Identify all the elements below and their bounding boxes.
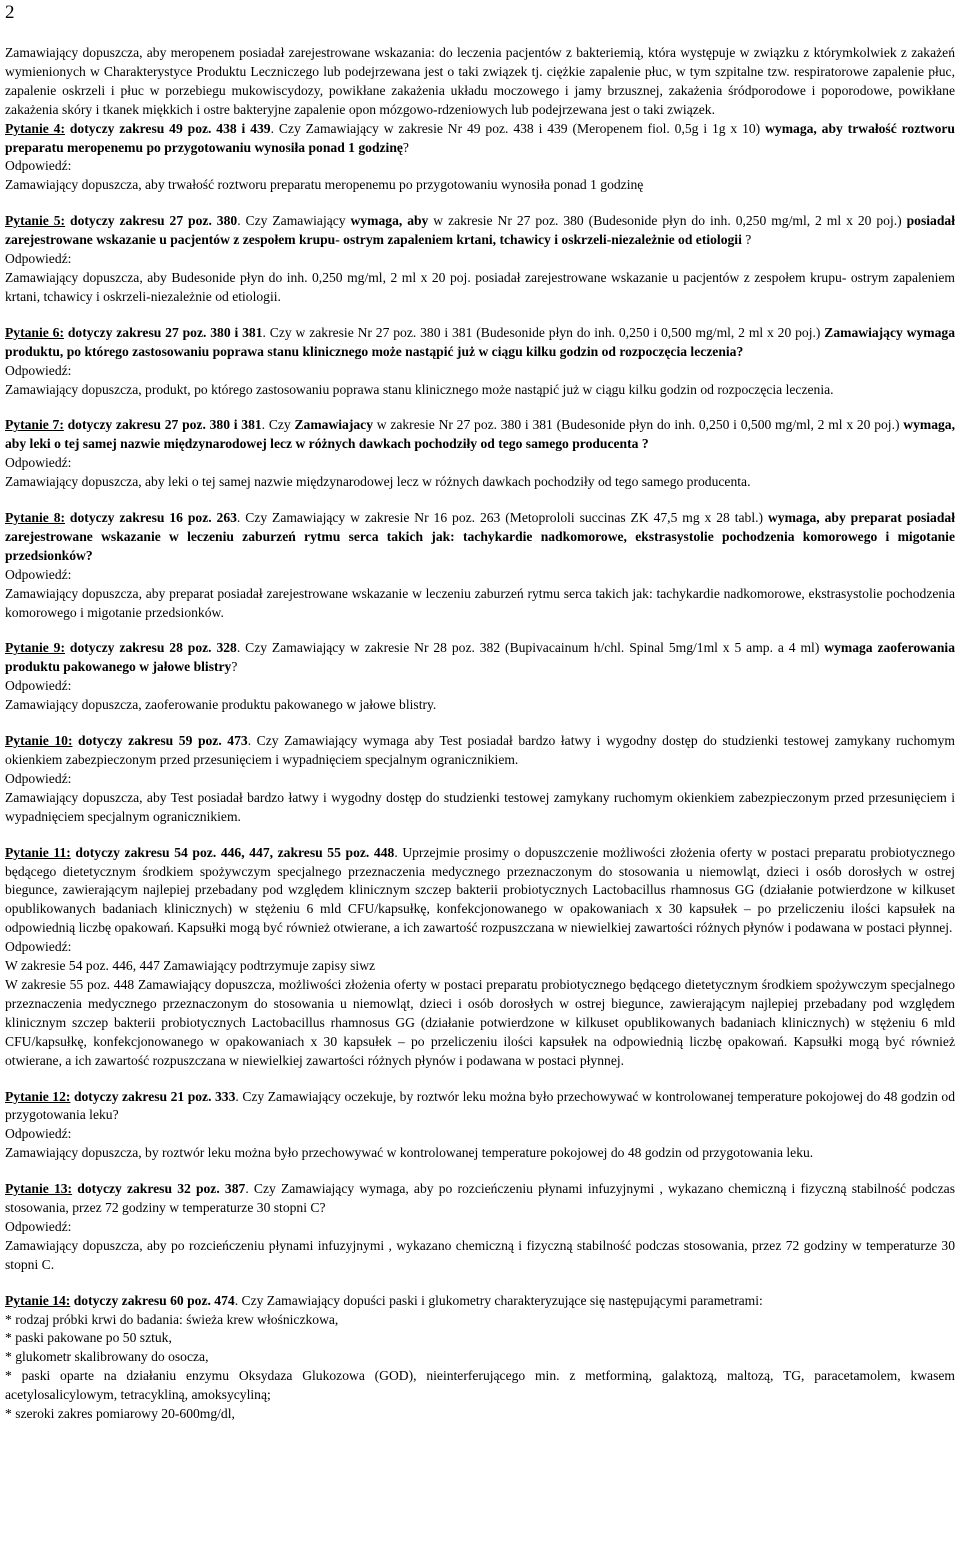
question-block: [5, 1292, 955, 1424]
question-body: . Czy Zamawiający wymaga, aby po rozcieńczeniu płynami infuzyjnymi , wykazano chemiczną i fizyczną stabilność podczas stosowania, przez 72 godziny w temperaturze 30 stopni C?: [5, 1181, 956, 1216]
question-label: Pytanie 13:: [5, 1181, 73, 1197]
question-text: [5, 732, 955, 770]
question-label: Pytanie 7:: [5, 417, 64, 433]
question-body: . Uprzejmie prosimy o dopuszczenie możliwości złożenia oferty w postaci preparatu probiotycznego będącego dietetycznym środkiem spożywczym specjalnego przeznaczenia medycznego przeznaczonym do stosowania u niemowląt, dzieci i osób dorosłych w ostrej biegunce, zawierającym najlepiej przebadany pod względem klinicznym szczep bakterii probiotycznych Lactobacillus rhamnosus GG (działanie potwierdzone w kilkuset opublikowanych badaniach klinicznych) w stężeniu 6 mld CFU/kapsułkę, konfekcjonowanego w opakowaniach x 30 kapsułek – po przeliczeniu ilości kapsułek na odpowiednią liczbę opakowań. Kapsułki mogą być również otwierane, a ich zawartość rozpuszczana w niewielkiej zawartości różnych płynów i podawana w postaci płynnej.: [5, 844, 955, 936]
question-body-2: w zakresie Nr 27 poz. 380 (Budesonide płyn do inh. 0,250 mg/ml, 2 ml x 20 poj.): [428, 213, 907, 229]
answer-label: Odpowiedź:: [5, 1126, 72, 1142]
question-tail: ?: [741, 232, 752, 248]
question-label: Pytanie 10:: [5, 733, 73, 749]
answer-text: Zamawiający dopuszcza, aby preparat posiadał zarejestrowane wskazanie w leczeniu zaburzeń rytmu serca takich jak: tachykardie nadkomorowe, ekstrasystolie pochodzenia komorowego i migotanie przedsionków.: [5, 585, 955, 620]
question-block: [5, 416, 955, 492]
question-text: [5, 324, 955, 362]
question-label: Pytanie 14:: [5, 1292, 71, 1308]
list-item: * szeroki zakres pomiarowy 20-600mg/dl,: [5, 1406, 235, 1422]
question-text: [5, 844, 955, 939]
question-text: [5, 1292, 955, 1311]
question-label: Pytanie 8:: [5, 510, 66, 526]
question-block: [5, 639, 955, 715]
answer-text: Zamawiający dopuszcza, aby Budesonide płyn do inh. 0,250 mg/ml, 2 ml x 20 poj. posiadał zarejestrowane wskazanie u pacjentów z zespołem krupu- ostrym zapaleniem krtani, tchawicy i oskrzeli-niezależnie od etiologii.: [5, 269, 955, 304]
answer-text: Zamawiający dopuszcza, aby Test posiadał bardzo łatwy i wygodny dostęp do studzienki testowej zamykany ruchomym okienkiem zabezpieczonym przed przesunięciem i wypadnięciem specjalnym ogranicznikiem.: [5, 789, 955, 824]
question-text: [5, 416, 955, 454]
question-body: . Czy Zamawiający w zakresie Nr 28 poz. 382 (Bupivacainum h/chl. Spinal 5mg/1ml x 5 amp. a 4 ml): [236, 640, 825, 656]
list-item: * paski oparte na działaniu enzymu Oksydaza Glukozowa (GOD), nieinterferującego min. z metforminą, galaktozą, maltozą, TG, paracetamolem, kwasem acetylosalicylowym, tetracykliną, amoksycyliną;: [5, 1368, 955, 1403]
question-body-2: w zakresie Nr 27 poz. 380 i 381 (Budesonide płyn do inh. 0,250 i 0,500 mg/ml, 2 ml x 20 poj.): [373, 417, 904, 433]
question-bold: wymaga, aby trwałość roztworu preparatu meropenemu po przygotowaniu wynosiła ponad 1 godzinę: [5, 120, 955, 155]
answer-text: Zamawiający dopuszcza, produkt, po którego zastosowaniu poprawa stanu klinicznego może nastąpić już w ciągu kilku godzin od rozpoczęcia leczenia.: [5, 381, 834, 397]
answer-text: Zamawiający dopuszcza, by roztwór leku można było przechowywać w kontrolowanej temperature pokojowej do 48 godzin od przygotowania leku.: [5, 1145, 814, 1161]
question-bold: wymaga zaoferowania produktu pakowanego w jałowe blistry: [5, 640, 955, 675]
question-block: [5, 212, 955, 307]
question-label: Pytanie 6:: [5, 324, 64, 340]
answer-label: Odpowiedź:: [5, 939, 72, 955]
question-body: . Czy Zamawiający oczekuje, by roztwór leku można było przechowywać w kontrolowanej temperature pokojowej do 48 godzin od przygotowania leku?: [5, 1088, 955, 1123]
question-ref: dotyczy zakresu 28 poz. 328: [65, 640, 237, 656]
question-body: . Czy Zamawiający dopuści paski i glukometry charakteryzujące się następującymi parametrami:: [234, 1292, 763, 1308]
answer-text: W zakresie 54 poz. 446, 447 Zamawiający podtrzymuje zapisy siwz: [5, 958, 376, 974]
question-bold-2: posiadał zarejestrowane wskazanie u pacjentów z zespołem krupu- ostrym zapaleniem krtani, tchawicy i oskrzeli-niezależnie od etiologii: [5, 213, 955, 248]
question-ref: dotyczy zakresu 49 poz. 438 i 439: [64, 120, 271, 136]
question-tail: ?: [231, 659, 238, 675]
question-body: . Czy Zamawiający w zakresie Nr 16 poz. 263 (Metoprololi succinas ZK 47,5 mg x 28 tabl.): [236, 510, 768, 526]
question-label: Pytanie 5:: [5, 213, 66, 229]
question-ref: dotyczy zakresu 27 poz. 380: [65, 213, 238, 229]
question-label: Pytanie 4:: [5, 120, 65, 136]
page-number: 2: [5, 2, 15, 23]
answer-label: Odpowiedź:: [5, 251, 72, 267]
question-label: Pytanie 12:: [5, 1088, 71, 1104]
question-bold: wymaga, aby preparat posiadał zarejestrowane wskazanie w leczeniu zaburzeń rytmu serca takich jak: tachykardie nadkomorowe, ekstrasystolie pochodzenia komorowego i migotanie przedsionków?: [5, 510, 955, 563]
question-body: . Czy Zamawiający w zakresie Nr 49 poz. 438 i 439 (Meropenem fiol. 0,5g i 1g x 10): [270, 120, 766, 136]
question-body: . Czy w zakresie Nr 27 poz. 380 i 381 (Budesonide płyn do inh. 0,250 i 0,500 mg/ml, 2 ml x 20 poj.): [262, 324, 825, 340]
document-body: [5, 44, 955, 1441]
answer-label: Odpowiedź:: [5, 566, 72, 582]
question-body: . Czy Zamawiający wymaga aby Test posiadał bardzo łatwy i wygodny dostęp do studzienki testowej zamykany ruchomym okienkiem zabezpieczonym przed przesunięciem i wypadnięciem specjalnym ogranicznikiem.: [5, 733, 955, 767]
question-ref: dotyczy zakresu 32 poz. 387: [72, 1181, 246, 1197]
question-block: [5, 1088, 955, 1164]
answer-label: Odpowiedź:: [5, 770, 72, 786]
answer-label: Odpowiedź:: [5, 1218, 72, 1234]
question-bold: wymaga, aby: [350, 213, 429, 229]
question-body: . Czy Zamawiający: [237, 213, 351, 229]
question-text: [5, 639, 955, 677]
question-block: [5, 509, 955, 622]
question-label: Pytanie 9:: [5, 640, 66, 656]
question-bold-2: wymaga, aby leki o tej samej nazwie międzynarodowej lecz w różnych dawkach pochodziły od tego samego producenta ?: [5, 417, 955, 452]
answer-text: Zamawiający dopuszcza, aby trwałość roztworu preparatu meropenemu po przygotowaniu wynosiła ponad 1 godzinę: [5, 177, 644, 193]
question-bold: Zamawiajacy: [294, 417, 373, 433]
question-tail: ?: [402, 139, 409, 155]
question-ref: dotyczy zakresu 16 poz. 263: [65, 510, 237, 526]
answer-label: Odpowiedź:: [5, 158, 72, 174]
question-block: [5, 324, 955, 400]
question-ref: dotyczy zakresu 21 poz. 333: [70, 1088, 236, 1104]
question-text: [5, 1088, 955, 1126]
question-text: [5, 120, 955, 158]
question-block: [5, 1180, 955, 1275]
list-item: * glukometr skalibrowany do osocza,: [5, 1349, 209, 1365]
intro-paragraph: Zamawiający dopuszcza, aby meropenem posiadał zarejestrowane wskazania: do leczenia pacjentów z bakteriemią, która występuje w związku z którymkolwiek z zakażeń wymienionych w Charakterystyce Produktu Leczniczego lub podejrzewana jest o taki związek tj. ciężkie zapalenie płuc, w tym szpitalne tzw. respiratorowe zapalenie płuc, zapalenie oskrzeli i płuc w porzebiegu mukowiscydozy, powikłane zakażenia układu moczowego i jamy brzusznej, zakażenia śródporodowe i poporodowe, powikłane zakażenia skóry i tkanek miękkich i ostre bakteryjne zapalenie opon mózgowo-rdzeniowych lub podejrzewana jest o taki związek.: [5, 45, 955, 117]
question-ref: dotyczy zakresu 60 poz. 474: [70, 1292, 235, 1308]
list-item: * rodzaj próbki krwi do badania: świeża krew włośniczkowa,: [5, 1311, 339, 1327]
answer-label: Odpowiedź:: [5, 455, 72, 471]
question-body: . Czy: [261, 417, 295, 433]
answer-label: Odpowiedź:: [5, 678, 72, 694]
answer-text-2: W zakresie 55 poz. 448 Zamawiający dopuszcza, możliwości złożenia oferty w postaci preparatu probiotycznego będącego dietetycznym środkiem spożywczym specjalnego przeznaczenia medycznego przeznaczonym do stosowania u niemowląt, dzieci i osób dorosłych w ostrej biegunce, zawierającym najlepiej przebadany pod względem klinicznym szczep bakterii probiotycznych Lactobacillus rhamnosus GG (działanie potwierdzone w kilkuset opublikowanych badaniach klinicznych) w stężeniu 6 mld CFU/kapsułkę, konfekcjonowanego w opakowaniach x 30 kapsułek – po przeliczeniu ilości kapsułek na odpowiednią liczbę opakowań. Kapsułki mogą być również otwierane, a ich zawartość rozpuszczana w niewielkiej zawartości różnych płynów i podawana w postaci płynnej.: [5, 976, 955, 1068]
question-text: [5, 212, 955, 250]
answer-text: Zamawiający dopuszcza, aby po rozcieńczeniu płynami infuzyjnymi , wykazano chemiczną i fizyczną stabilność podczas stosowania, przez 72 godziny w temperaturze 30 stopni C.: [5, 1237, 955, 1272]
question-block: [5, 732, 955, 827]
question-text: [5, 509, 955, 566]
question-bold: Zamawiający wymaga produktu, po którego zastosowaniu poprawa stanu klinicznego może nastąpić już w ciągu kilku godzin od rozpoczęcia leczenia?: [5, 324, 955, 359]
question-ref: dotyczy zakresu 54 poz. 446, 447, zakresu 55 poz. 448: [70, 844, 395, 860]
question-ref: dotyczy zakresu 27 poz. 380 i 381: [63, 417, 262, 433]
question-ref: dotyczy zakresu 59 poz. 473: [72, 733, 248, 749]
question-label: Pytanie 11:: [5, 844, 71, 860]
list-item: * paski pakowane po 50 sztuk,: [5, 1330, 172, 1346]
question-block: [5, 844, 955, 1071]
answer-text: Zamawiający dopuszcza, aby leki o tej samej nazwie międzynarodowej lecz w różnych dawkach pochodziły od tego samego producenta.: [5, 474, 751, 490]
answer-label: Odpowiedź:: [5, 362, 72, 378]
question-text: [5, 1180, 955, 1218]
answer-text: Zamawiający dopuszcza, zaoferowanie produktu pakowanego w jałowe blistry.: [5, 697, 437, 713]
question-block: [5, 120, 955, 196]
question-ref: dotyczy zakresu 27 poz. 380 i 381: [63, 324, 263, 340]
